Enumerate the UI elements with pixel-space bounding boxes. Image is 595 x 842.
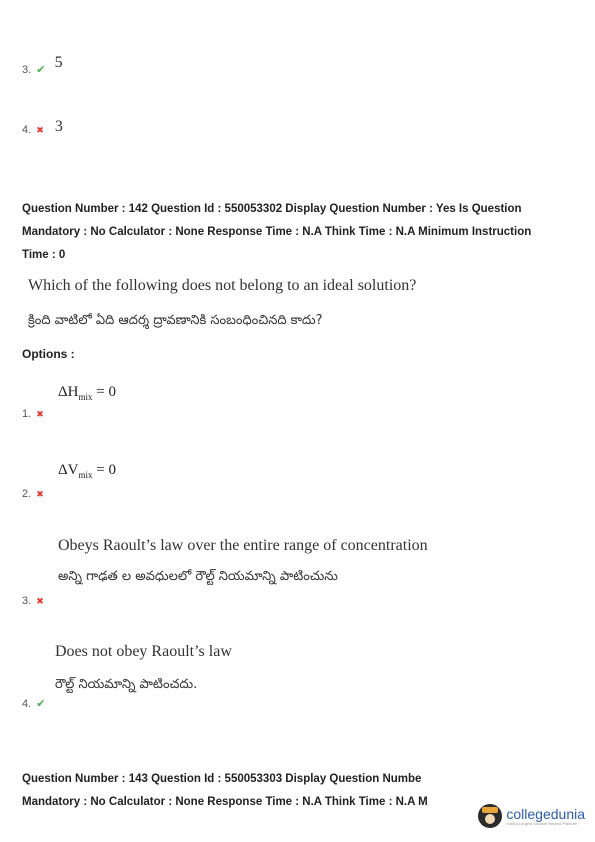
option-4-marker bbox=[22, 692, 46, 711]
wrong-cross-icon: ✖ bbox=[36, 410, 44, 420]
math-main: ΔH bbox=[58, 384, 79, 400]
prev-option-4 bbox=[22, 118, 63, 138]
question-meta-line: Mandatory : No Calculator : None Response Time : N.A Think Time : N.A M bbox=[22, 796, 428, 808]
option-3-marker bbox=[22, 589, 44, 608]
option-text: 5 bbox=[54, 54, 63, 71]
option-number: 3. bbox=[22, 64, 32, 76]
wrong-cross-icon: ✖ bbox=[36, 126, 44, 136]
math-subscript: mix bbox=[78, 470, 93, 480]
question-text-english: Which of the following does not belong to an ideal solution? bbox=[28, 277, 417, 294]
question-meta-line: Question Number : 143 Question Id : 550053303 Display Question Numbe bbox=[22, 773, 422, 785]
option-3-text-telugu: అన్ని గాఢత ల అవధులలో రౌల్ట్ నియమాన్ని పాటించును bbox=[58, 569, 338, 584]
option-number: 4. bbox=[22, 698, 32, 710]
correct-check-icon: ✔ bbox=[36, 697, 46, 710]
wrong-cross-icon: ✖ bbox=[36, 597, 44, 607]
question-meta-line: Mandatory : No Calculator : None Response Time : N.A Think Time : N.A Minimum Instruction bbox=[22, 226, 532, 238]
option-text: 3 bbox=[54, 118, 63, 135]
option-number: 3. bbox=[22, 595, 32, 607]
option-number: 1. bbox=[22, 408, 32, 420]
option-3-text-english: Obeys Raoult’s law over the entire range of concentration bbox=[58, 537, 428, 554]
option-2-content bbox=[58, 462, 116, 480]
question-meta bbox=[22, 198, 582, 267]
prev-option-3 bbox=[22, 54, 63, 78]
options-label: Options : bbox=[22, 347, 75, 361]
question-meta-line: Time : 0 bbox=[22, 249, 66, 261]
next-question-meta bbox=[22, 768, 460, 814]
math-rest: = 0 bbox=[92, 384, 116, 400]
option-4-text-telugu: రౌల్ట్ నియమాన్ని పాటించదు. bbox=[55, 677, 198, 692]
graduate-mascot-icon bbox=[478, 804, 502, 828]
option-1-marker bbox=[22, 402, 44, 421]
option-number: 2. bbox=[22, 488, 32, 500]
collegedunia-logo bbox=[478, 804, 585, 828]
option-4-text-english: Does not obey Raoult’s law bbox=[55, 643, 232, 660]
math-rest: = 0 bbox=[92, 462, 116, 478]
logo-name: collegedunia bbox=[506, 805, 585, 822]
math-subscript: mix bbox=[78, 392, 93, 402]
question-text-telugu: క్రింది వాటిలో ఏది ఆదర్శ ద్రావణానికి సంబంధించినది కాదు? bbox=[28, 313, 323, 328]
wrong-cross-icon: ✖ bbox=[36, 490, 44, 500]
option-1-content bbox=[58, 384, 116, 402]
correct-check-icon: ✔ bbox=[36, 63, 46, 76]
math-main: ΔV bbox=[58, 462, 79, 478]
logo-tagline: India's Largest Student Review Platform bbox=[506, 820, 578, 826]
option-2-marker bbox=[22, 482, 44, 501]
logo-wordmark bbox=[506, 807, 585, 826]
question-meta-line: Question Number : 142 Question Id : 550053302 Display Question Number : Yes Is Question bbox=[22, 203, 522, 215]
option-number: 4. bbox=[22, 124, 32, 136]
